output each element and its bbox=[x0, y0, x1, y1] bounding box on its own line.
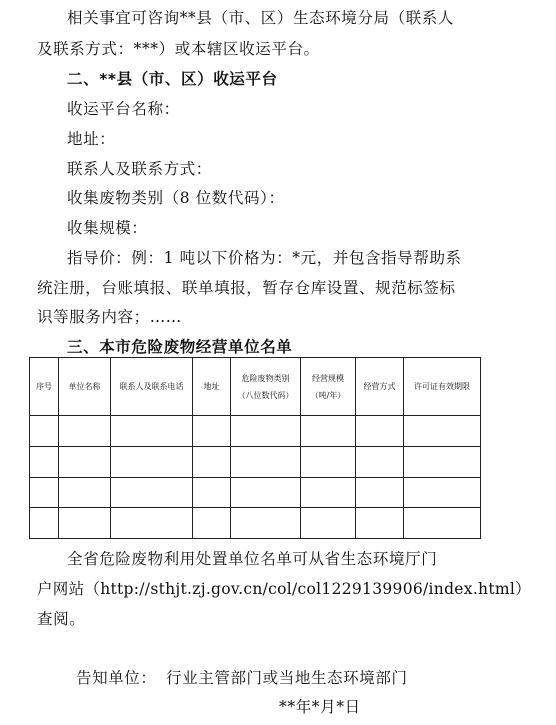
table-row bbox=[30, 508, 481, 539]
table-header-cell: 单位名称 bbox=[59, 358, 111, 416]
field-scale: 收集规模： bbox=[67, 219, 148, 237]
table-header-cell: 地址 bbox=[193, 358, 231, 416]
table-header-cell: 许可证有效期限 bbox=[404, 358, 481, 416]
note-line: 户网站（http://sthjt.zj.gov.cn/col/col1229139906/index.html） bbox=[37, 580, 531, 598]
notifier-label: 告知单位： bbox=[76, 669, 157, 687]
field-address: 地址： bbox=[67, 130, 116, 148]
table-header-row bbox=[30, 358, 481, 416]
guide-price-line: 识等服务内容；…… bbox=[37, 308, 182, 326]
operator-table bbox=[29, 357, 481, 539]
table-row bbox=[30, 416, 481, 447]
section-heading: 三、本市危险废物经营单位名单 bbox=[67, 338, 293, 356]
guide-price-line: 指导价：例：1 吨以下价格为：*元，并包含指导帮助系 bbox=[67, 249, 462, 267]
guide-price-line: 统注册，台账填报、联单填报，暂存仓库设置、规范标签标 bbox=[37, 279, 456, 297]
paragraph-line: 及联系方式：***）或本辖区收运平台。 bbox=[37, 40, 320, 58]
table-row bbox=[30, 477, 481, 508]
date-line: **年*月*日 bbox=[279, 698, 361, 716]
note-line: 查阅。 bbox=[37, 610, 86, 628]
field-platform-name: 收运平台名称： bbox=[67, 100, 180, 118]
notifier-value: 行业主管部门或当地生态环境部门 bbox=[166, 669, 408, 687]
field-waste-category: 收集废物类别（8 位数代码）： bbox=[67, 189, 285, 207]
table-header-cell: 危险废物类别 （八位数代码） bbox=[231, 358, 301, 416]
table-row bbox=[30, 446, 481, 477]
table-header-cell: 经营规模 （吨/年） bbox=[301, 358, 356, 416]
notifier-line bbox=[76, 666, 408, 688]
note-line: 全省危险废物利用处置单位名单可从省生态环境厅门 bbox=[67, 550, 438, 568]
section-heading: 二、**县（市、区）收运平台 bbox=[67, 70, 278, 88]
field-contact: 联系人及联系方式： bbox=[67, 160, 212, 178]
table-header-cell: 经营方式 bbox=[356, 358, 404, 416]
paragraph-line: 相关事宜可咨询**县（市、区）生态环境分局（联系人 bbox=[67, 9, 455, 27]
table-header-cell: 序号 bbox=[30, 358, 59, 416]
table-header-cell: 联系人及联系电话 bbox=[111, 358, 193, 416]
